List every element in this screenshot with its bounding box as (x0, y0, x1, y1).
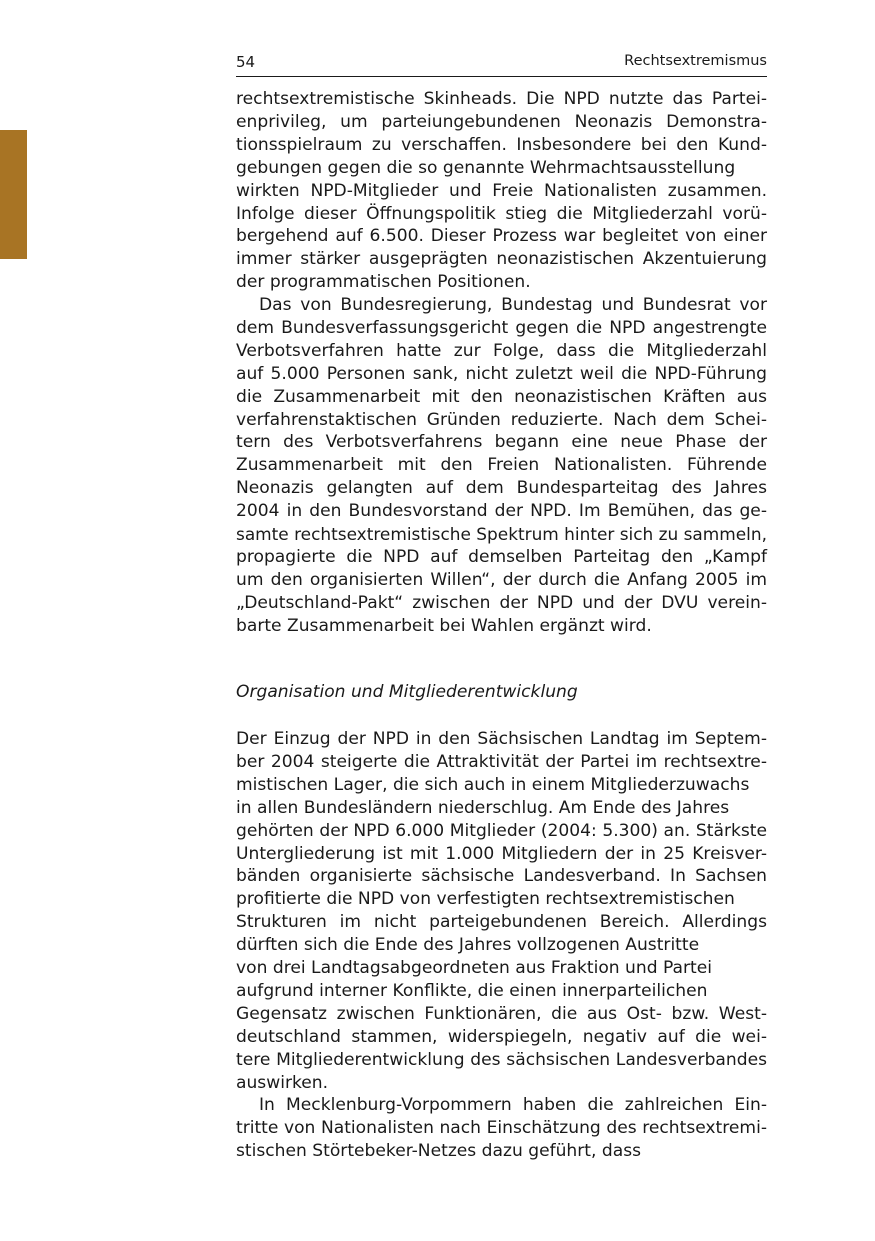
text-line: tern des Verbotsverfahrens begann eine neue Phase der (236, 432, 767, 453)
text-line: 2004 in den Bundesvorstand der NPD. Im Bemühen, das ge- (236, 501, 767, 522)
text-line: samte rechtsextremistische Spektrum hinter sich zu sammeln, (236, 524, 767, 545)
text-line: dürften sich die Ende des Jahres vollzogenen Austritte (236, 935, 700, 956)
text-line: Strukturen im nicht parteigebundenen Bereich. Allerdings (236, 912, 767, 933)
text-line: Infolge dieser Öffnungspolitik stieg die Mitgliederzahl vorü- (236, 203, 767, 224)
text-line: auf 5.000 Personen sank, nicht zuletzt weil die NPD-Führung (236, 363, 767, 384)
text-line: der programmatischen Positionen. (236, 272, 531, 293)
text-line: Neonazis gelangten auf dem Bundesparteitag des Jahres (236, 478, 767, 499)
text-line: die Zusammenarbeit mit den neonazistischen Kräften aus (236, 386, 767, 407)
text-line: tritte von Nationalisten nach Einschätzung des rechtsextremi- (236, 1117, 767, 1138)
section-heading: Organisation und Mitgliederentwicklung (236, 682, 578, 702)
text-line: Zusammenarbeit mit den Freien Nationalisten. Führende (236, 455, 767, 476)
text-line: Der Einzug der NPD in den Sächsischen Landtag im Septem- (236, 729, 767, 749)
text-line: rechtsextremistische Skinheads. Die NPD nutzte das Partei- (236, 89, 767, 109)
text-line: verfahrenstaktischen Gründen reduzierte. Nach dem Schei- (236, 409, 767, 430)
text-line: tere Mitgliederentwicklung des sächsischen Landesverbandes (236, 1049, 767, 1070)
text-line: bänden organisierte sächsische Landesverband. In Sachsen (236, 866, 767, 887)
text-line: Untergliederung ist mit 1.000 Mitgliedern der in 25 Kreisver- (236, 843, 767, 864)
text-line: „Deutschland-Pakt“ zwischen der NPD und der DVU verein- (236, 592, 767, 613)
text-line: gehörten der NPD 6.000 Mitglieder (2004: 5.300) an. Stärkste (236, 820, 767, 841)
paragraph-3 (236, 728, 767, 1095)
paragraph-2 (236, 294, 767, 638)
chapter-marker-tab (0, 130, 27, 259)
paragraph-1 (236, 88, 767, 294)
text-line: Das von Bundesregierung, Bundestag und Bundesrat vor (259, 295, 767, 315)
text-line: gebungen gegen die so genannte Wehrmachtsausstellung (236, 157, 736, 178)
text-line: bergehend auf 6.500. Dieser Prozess war begleitet von einer (236, 226, 767, 247)
text-line: um den organisierten Willen“, der durch die Anfang 2005 im (236, 569, 767, 590)
text-line: mistischen Lager, die sich auch in einem Mitgliederzuwachs (236, 774, 750, 795)
running-header (236, 52, 767, 77)
text-line: Verbotsverfahren hatte zur Folge, dass die Mitgliederzahl (236, 340, 767, 361)
text-line: stischen Störtebeker-Netzes dazu geführt, dass (236, 1140, 641, 1161)
text-line: immer stärker ausgeprägten neonazistischen Akzentuierung (236, 249, 767, 270)
text-line: Gegensatz zwischen Funktionären, die aus Ost- bzw. West- (236, 1003, 767, 1024)
text-line: barte Zusammenarbeit bei Wahlen ergänzt wird. (236, 615, 652, 636)
text-line: aufgrund interner Konflikte, die einen innerparteilichen (236, 980, 708, 1001)
text-line: tionsspielraum zu verschaffen. Insbesondere bei den Kund- (236, 134, 767, 155)
text-line: ber 2004 steigerte die Attraktivität der Partei im rechtsextre- (236, 751, 767, 772)
text-line: profitierte die NPD von verfestigten rechtsextremistischen (236, 889, 735, 910)
text-line: wirkten NPD-Mitglieder und Freie Nationalisten zusammen. (236, 180, 767, 201)
text-line: enprivileg, um parteiungebundenen Neonazis Demonstra- (236, 111, 767, 132)
text-line: In Mecklenburg-Vorpommern haben die zahlreichen Ein- (259, 1095, 767, 1115)
text-line: von drei Landtagsabgeordneten aus Fraktion und Partei (236, 958, 713, 979)
running-title: Rechtsextremismus (624, 53, 767, 69)
paragraph-4 (236, 1094, 767, 1163)
text-line: dem Bundesverfassungsgericht gegen die NPD angestrengte (236, 317, 767, 338)
text-line: auswirken. (236, 1072, 329, 1093)
page-number: 54 (236, 53, 256, 71)
text-line: propagierte die NPD auf demselben Parteitag den „Kampf (236, 546, 767, 567)
text-line: in allen Bundesländern niederschlug. Am Ende des Jahres (236, 797, 730, 818)
text-line: deutschland stammen, widerspiegeln, negativ auf die wei- (236, 1026, 767, 1047)
